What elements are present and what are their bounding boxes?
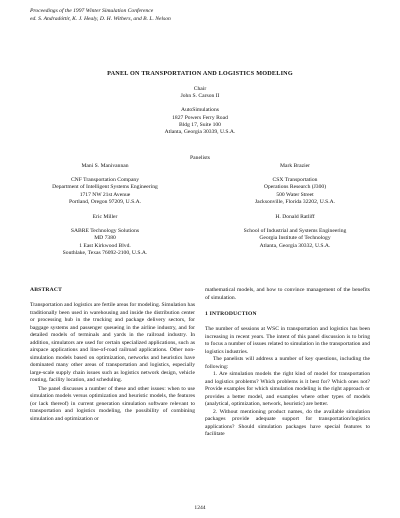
- panelist-name: Eric Miller: [92, 214, 118, 220]
- panelist-block: [30, 214, 180, 257]
- panelist-addr-2: Jacksonville, Florida 32202, U.S.A.: [254, 198, 336, 205]
- panelist-name: Mark Brazier: [280, 163, 310, 169]
- chair-addr-1: 1827 Powers Ferry Road: [172, 114, 228, 121]
- panelists-label: Panelists: [190, 155, 210, 161]
- panelist-block: [220, 163, 370, 206]
- panelist-dept: Georgia Institute of Technology: [259, 235, 331, 242]
- abstract-section: [30, 287, 195, 423]
- intro-paragraph: The number of sessions at WSC in transportation and logistics has been increasing in recent years. The intent of this panel discussion is to bring to focus a number of issues related to simulation in the transportation and logistics industries.: [205, 326, 370, 355]
- abstract-continuation: mathematical models, and how to convince management of the benefits of simulation.: [205, 287, 370, 301]
- panelist-org: SABRE Technology Solutions: [70, 228, 140, 235]
- chair-name: John S. Carson II: [180, 93, 220, 100]
- panelist-org: School of Industrial and Systems Engineering: [243, 228, 347, 235]
- panelist-addr-2: Southlake, Texas 76092-2100, U.S.A.: [62, 249, 148, 256]
- abstract-paragraph: The panel discusses a number of these and other issues: when to use simulation models versus optimization and heuristic models, the features (or lack thereof) in current generation simulation software relevant to transportation and logistics modeling, the possibility of combining simulation and optimization or: [30, 385, 195, 422]
- panelist-addr-1: 500 Water Street: [276, 191, 314, 198]
- chair-org: AutoSimulations: [181, 107, 219, 114]
- right-column: [205, 287, 370, 439]
- panelist-addr-1: Atlanta, Georgia 30332, U.S.A.: [259, 242, 331, 249]
- panelist-dept: Operations Research (J300): [263, 184, 327, 191]
- panelist-addr-2: Portland, Oregon 97209, U.S.A.: [68, 198, 142, 205]
- panelist-dept: Department of Intelligent Systems Engineering: [52, 184, 158, 191]
- question-item: 2. Without mentioning product names, do the available simulation packages provide adequate support for transportation/logistics applications? Should simulation packages have special features to facilitate: [205, 408, 370, 437]
- paper-title: PANEL ON TRANSPORTATION AND LOGISTICS MODELING: [107, 70, 293, 77]
- chair-addr-2: Bldg 17, Suite 100: [179, 121, 221, 128]
- proceedings-header: [30, 7, 171, 23]
- page-number: 1244: [194, 505, 206, 511]
- panelist-dept: MD 7380: [94, 235, 116, 242]
- chair-block: [0, 86, 400, 136]
- panelist-org: CNF Transportation Company: [70, 177, 140, 184]
- header-line-2: ed. S. Andradóttir, K. J. Healy, D. H. Withers, and B. L. Nelson: [30, 16, 171, 22]
- intro-paragraph: The panelists will address a number of key questions, including the following:: [205, 356, 370, 370]
- panelist-block: [220, 214, 370, 250]
- question-item: 1. Are simulation models the right kind of model for transportation and logistics problems? Which problems is it best for? Which ones not? Provide examples for which simulation modeling is the right approach or provides a better model, and examples where other types of models (analytical, optimization, network, heuristic) are better.: [205, 371, 370, 407]
- abstract-paragraph: Transportation and logistics are fertile areas for modeling. Simulation has traditionally been used in warehousing and inside the distribution center or processing hub in the trucking and package delivery sectors, for baggage systems and passenger queueing in the airline industry, and for detailed models of terminals and yards in the railroad industry. In addition, simulators are used for certain specialized applications, such as airspace applications and line-of-road railroad applications. Other non-simulation models based on optimization, networks and heuristics have dominated many other areas of transportation and logistics, especially large-scale supply chain issues such as logistics network design, vehicle routing, facility location, and scheduling.: [30, 302, 195, 383]
- panelist-addr-1: 1 East Kirkwood Blvd.: [79, 242, 131, 249]
- header-line-1: Proceedings of the 1997 Winter Simulation Conference: [30, 8, 154, 14]
- panelist-org: CSX Transportation: [272, 177, 318, 184]
- panelist-block: [30, 163, 180, 206]
- chair-addr-3: Atlanta, Georgia 30339, U.S.A.: [164, 129, 236, 136]
- introduction-heading: 1 INTRODUCTION: [205, 311, 257, 317]
- chair-label: Chair: [193, 86, 207, 92]
- panelist-addr-1: 1717 NW 21st Avenue: [79, 191, 131, 198]
- panelist-name: H. Donald Ratliff: [275, 214, 315, 220]
- abstract-heading: ABSTRACT: [30, 287, 63, 293]
- panelist-name: Mani S. Manivannan: [81, 163, 129, 169]
